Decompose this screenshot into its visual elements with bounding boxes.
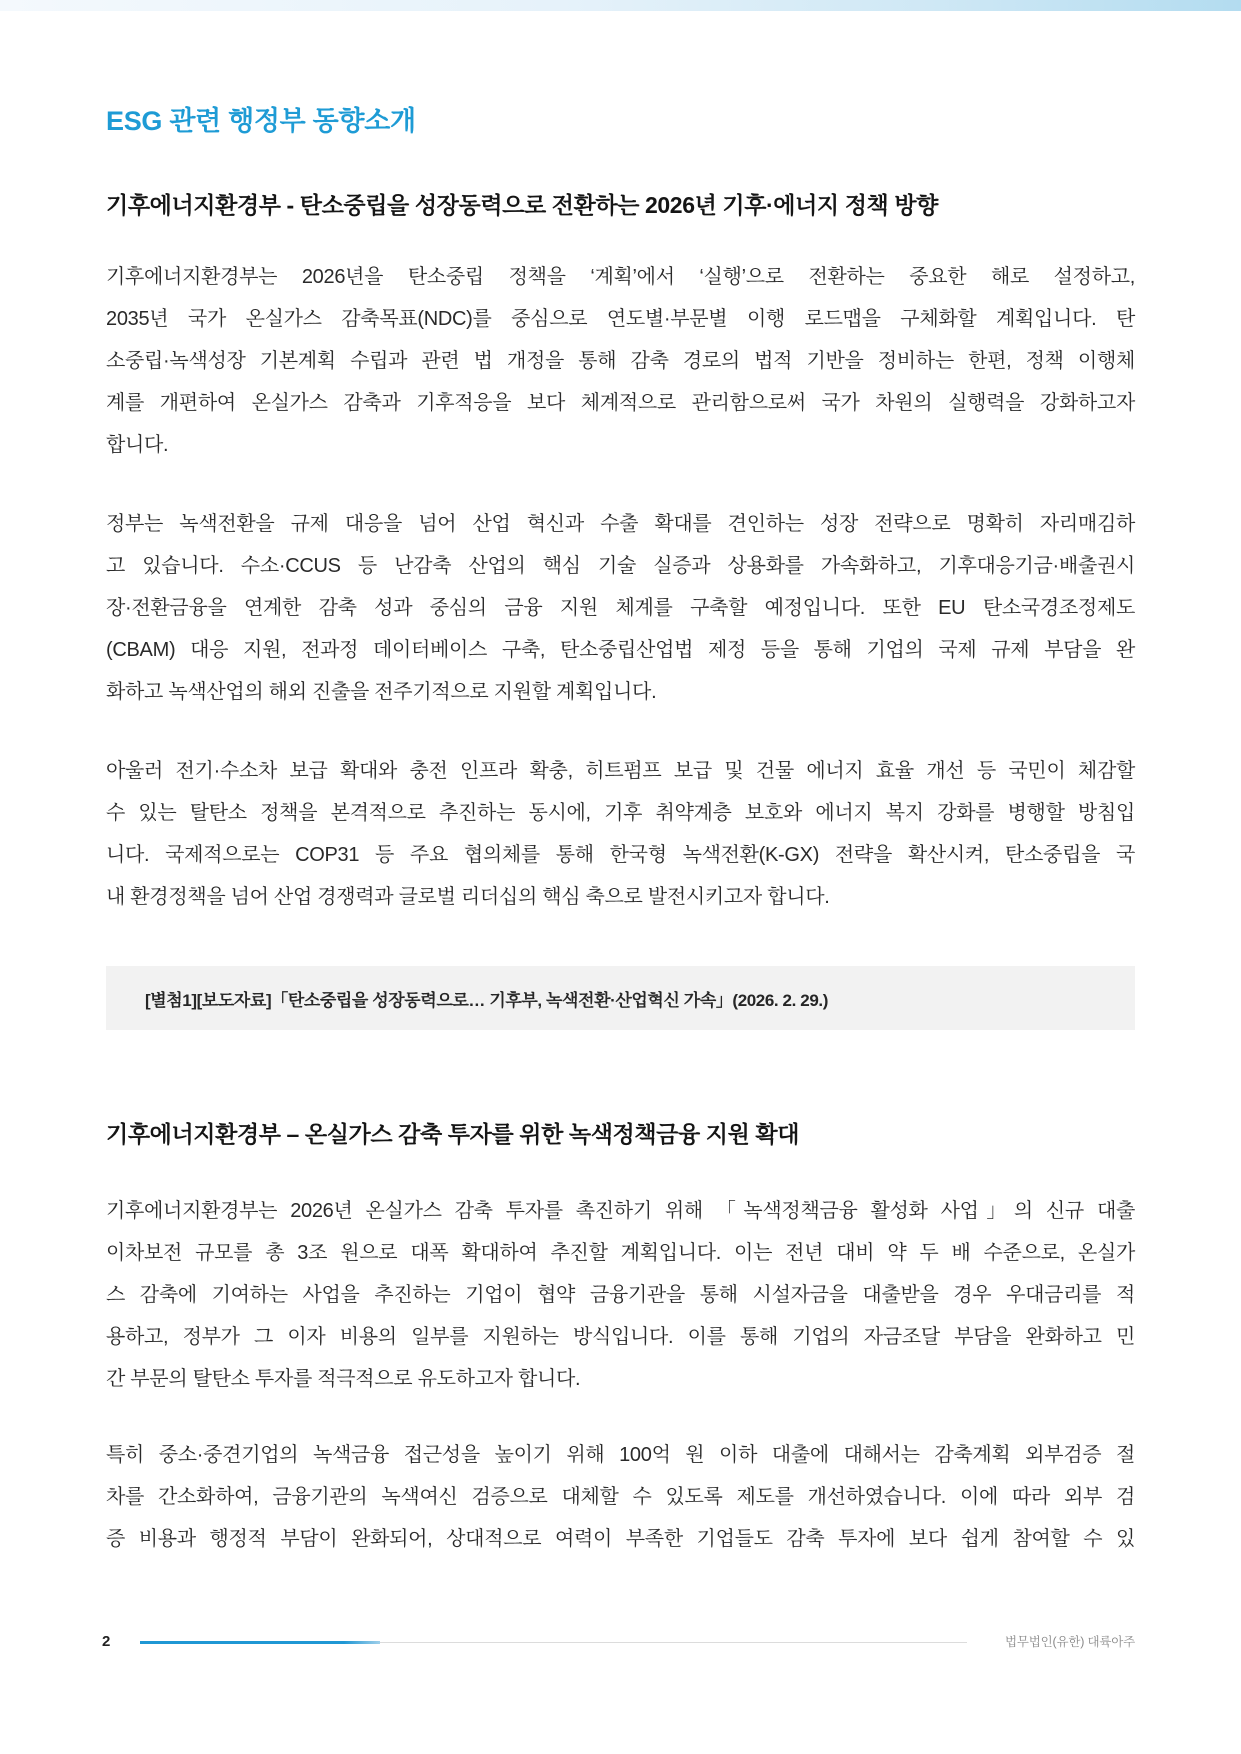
section-heading: 기후에너지환경부 - 탄소중립을 성장동력으로 전환하는 2026년 기후·에너지 정책 방향 <box>106 192 938 218</box>
top-gradient-bar <box>0 0 1241 11</box>
paragraph <box>106 750 1135 918</box>
attachment-reference-link[interactable]: [별첨1][보도자료]「탄소중립을 성장동력으로… 기후부, 녹색전환·산업혁신 가속」(2026. 2. 29.) <box>145 990 828 1010</box>
text-line: 스 감축에 기여하는 사업을 추진하는 기업이 협약 금융기관을 통해 시설자금을 대출받을 경우 우대금리를 적 <box>106 1284 1135 1306</box>
paragraph <box>106 256 1135 466</box>
paragraph <box>106 503 1135 713</box>
text-line: 증 비용과 행정적 부담이 완화되어, 상대적으로 여력이 부족한 기업들도 감축 투자에 보다 쉽게 참여할 수 있 <box>106 1528 1135 1550</box>
text-line: 내 환경정책을 넘어 산업 경쟁력과 글로벌 리더십의 핵심 축으로 발전시키고자 합니다. <box>106 886 830 908</box>
text-line: 용하고, 정부가 그 이자 비용의 일부를 지원하는 방식입니다. 이를 통해 기업의 자금조달 부담을 완화하고 민 <box>106 1326 1135 1348</box>
page-number: 2 <box>102 1633 111 1650</box>
text-line: 화하고 녹색산업의 해외 진출을 전주기적으로 지원할 계획입니다. <box>106 681 657 703</box>
text-line: 정부는 녹색전환을 규제 대응을 넘어 산업 혁신과 수출 확대를 견인하는 성장 전략으로 명확히 자리매김하 <box>106 513 1135 535</box>
text-line: 특히 중소·중견기업의 녹색금융 접근성을 높이기 위해 100억 원 이하 대출에 대해서는 감축계획 외부검증 절 <box>106 1444 1135 1466</box>
text-line: 2035년 국가 온실가스 감축목표(NDC)를 중심으로 연도별·부문별 이행 로드맵을 구체화할 계획입니다. 탄 <box>106 308 1135 330</box>
text-line: 장·전환금융을 연계한 감축 성과 중심의 금융 지원 체계를 구축할 예정입니다. 또한 EU 탄소국경조정제도 <box>106 597 1135 619</box>
text-line: 소중립·녹색성장 기본계획 수립과 관련 법 개정을 통해 감축 경로의 법적 기반을 정비하는 한편, 정책 이행체 <box>106 350 1135 372</box>
text-line: 간 부문의 탈탄소 투자를 적극적으로 유도하고자 합니다. <box>106 1368 581 1390</box>
page-title: ESG 관련 행정부 동향소개 <box>106 106 416 136</box>
paragraph <box>106 1434 1135 1560</box>
footer-accent-bar <box>140 1641 380 1644</box>
text-line: 니다. 국제적으로는 COP31 등 주요 협의체를 통해 한국형 녹색전환(K-GX) 전략을 확산시켜, 탄소중립을 국 <box>106 844 1135 866</box>
text-line: 합니다. <box>106 434 169 456</box>
text-line: 기후에너지환경부는 2026년 온실가스 감축 투자를 촉진하기 위해 「녹색정책금융 활성화 사업」의 신규 대출 <box>106 1200 1135 1222</box>
text-line: 아울러 전기·수소차 보급 확대와 충전 인프라 확충, 히트펌프 보급 및 건물 에너지 효율 개선 등 국민이 체감할 <box>106 760 1135 782</box>
text-line: 이차보전 규모를 총 3조 원으로 대폭 확대하여 추진할 계획입니다. 이는 전년 대비 약 두 배 수준으로, 온실가 <box>106 1242 1135 1264</box>
section-heading: 기후에너지환경부 – 온실가스 감축 투자를 위한 녹색정책금융 지원 확대 <box>106 1121 800 1147</box>
paragraph <box>106 1190 1135 1400</box>
text-line: 수 있는 탈탄소 정책을 본격적으로 추진하는 동시에, 기후 취약계층 보호와 에너지 복지 강화를 병행할 방침입 <box>106 802 1135 824</box>
attachment-box <box>106 966 1135 1030</box>
text-line: 차를 간소화하여, 금융기관의 녹색여신 검증으로 대체할 수 있도록 제도를 개선하였습니다. 이에 따라 외부 검 <box>106 1486 1135 1508</box>
text-line: (CBAM) 대응 지원, 전과정 데이터베이스 구축, 탄소중립산업법 제정 등을 통해 기업의 국제 규제 부담을 완 <box>106 639 1135 661</box>
page-content <box>106 103 1135 1560</box>
footer-firm-name: 법무법인(유한) 대륙아주 <box>1005 1635 1135 1649</box>
text-line: 기후에너지환경부는 2026년을 탄소중립 정책을 ‘계획’에서 ‘실행’으로 전환하는 중요한 해로 설정하고, <box>106 266 1135 288</box>
text-line: 계를 개편하여 온실가스 감축과 기후적응을 보다 체계적으로 관리함으로써 국가 차원의 실행력을 강화하고자 <box>106 392 1135 414</box>
text-line: 고 있습니다. 수소·CCUS 등 난감축 산업의 핵심 기술 실증과 상용화를 가속화하고, 기후대응기금·배출권시 <box>106 555 1135 577</box>
